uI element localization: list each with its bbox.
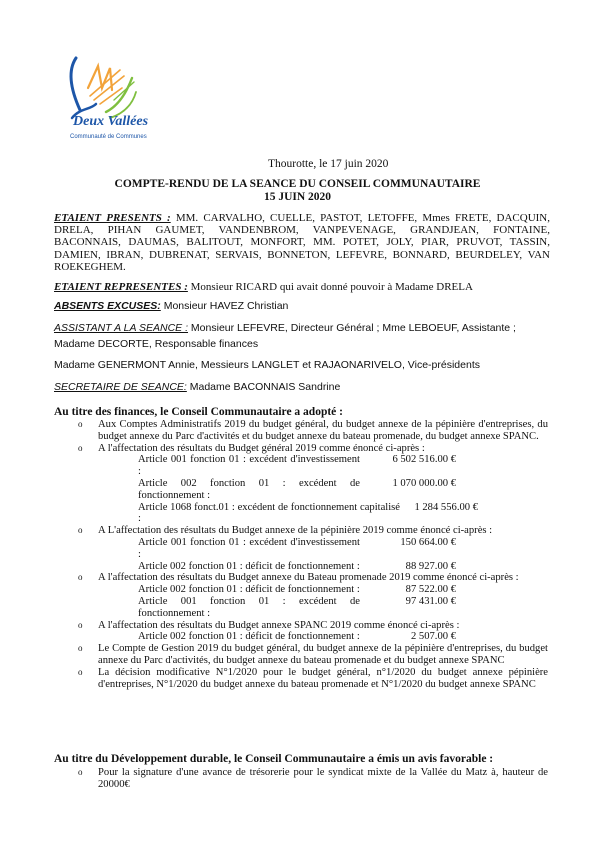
- represented-label: ETAIENT REPRESENTES :: [54, 281, 188, 293]
- article-line: [98, 454, 548, 478]
- article-label: Article 001 fonction 01 : excédent d'investissement :: [138, 454, 360, 478]
- list-item-text: A L'affectation des résultats du Budget annexe de la pépinière 2019 comme énoncé ci-après :: [98, 525, 493, 537]
- article-line: [98, 502, 548, 526]
- bullet-icon: o: [78, 643, 83, 654]
- assisting-text: Monsieur LEFEVRE, Directeur Général ; Mme LEBOEUF, Assistante ;: [188, 322, 516, 334]
- represented-section: [54, 281, 550, 293]
- list-item-text: A l'affectation des résultats du Budget annexe SPANC 2019 comme énoncé ci-après :: [98, 619, 460, 631]
- finances-list: [78, 419, 548, 690]
- list-item: [78, 572, 548, 619]
- article-amount: 87 522.00 €: [405, 584, 456, 596]
- bullet-icon: o: [78, 666, 83, 677]
- article-line: [98, 478, 548, 502]
- list-item-text: Le Compte de Gestion 2019 du budget général, du budget annexe de la pépinière d'entreprises, du budget annexe du Parc d'activités, du budget annexe du bateau promenade et du budget annexe SPANC: [98, 643, 548, 666]
- finances-heading: Au titre des finances, le Conseil Communautaire a adopté :: [54, 406, 343, 418]
- list-item: [78, 525, 548, 572]
- logo-subtitle: Communauté de Communes: [70, 134, 147, 140]
- article-label: Article 002 fonction 01 : déficit de fonctionnement :: [138, 560, 360, 572]
- article-label: Article 002 fonction 01 : déficit de fonctionnement :: [138, 631, 360, 643]
- bullet-icon: o: [78, 525, 83, 536]
- secretary-section: [54, 381, 550, 393]
- article-label: Article 002 fonction 01 : déficit de fonctionnement :: [138, 584, 360, 596]
- article-amount: 6 502 516.00 €: [392, 454, 456, 466]
- bullet-icon: o: [78, 572, 83, 583]
- list-item-text: A l'affectation des résultats du Budget annexe du Bateau promenade 2019 comme énoncé ci-après :: [98, 572, 519, 584]
- list-item-text: A l'affectation des résultats du Budget général 2019 comme énoncé ci-après :: [98, 442, 425, 454]
- logo-graphic: [50, 48, 150, 148]
- article-amount: 97 431.00 €: [405, 595, 456, 607]
- bullet-icon: o: [78, 442, 83, 453]
- presents-section: [54, 212, 550, 273]
- document-title: COMPTE-RENDU DE LA SEANCE DU CONSEIL COMMUNAUTAIRE: [114, 178, 481, 190]
- article-line: [98, 596, 548, 620]
- article-amount: 150 664.00 €: [400, 536, 456, 548]
- development-heading: Au titre du Développement durable, le Conseil Communautaire a émis un avis favorable :: [54, 753, 494, 765]
- list-item: [78, 667, 548, 691]
- presents-text: MM. CARVALHO, CUELLE, PASTOT, LETOFFE, Mmes FRETE, DACQUIN, DRELA, PIHAN GAUMET, VANDENBROM, VANPEVENAGE, GRANDJEAN, FONTAINE, BACONNAIS, DAUMAS, BALITOUT, MONFORT, MM. POTET, JOLY, PIAR, PRUVOT, TASSIN, DAMIEN, IBRAN, DUBRENAT, SERVAIS, BONNETON, LEFEVRE, BONNARD, BEURDELEY, VAN ROEKEGHEM.: [54, 212, 550, 273]
- development-list: [78, 767, 548, 791]
- article-label: Article 001 fonction 01 : excédent d'investissement :: [138, 536, 360, 560]
- excused-text: Monsieur HAVEZ Christian: [160, 300, 289, 312]
- assisting-section: [54, 320, 550, 352]
- secretary-text: Madame BACONNAIS Sandrine: [186, 381, 341, 393]
- article-line: [98, 537, 548, 561]
- article-amount: 1 284 556.00 €: [414, 501, 478, 513]
- list-item: [78, 620, 548, 644]
- secretary-label: SECRETAIRE DE SEANCE:: [54, 381, 187, 393]
- vice-presidents: Madame GENERMONT Annie, Messieurs LANGLET et RAJAONARIVELO, Vice-présidents: [54, 359, 480, 371]
- article-line: [98, 584, 548, 596]
- list-item-text: La décision modificative N°1/2020 pour le budget général, n°1/2020 du budget annexe pépinière d'entreprises, N°1/2020 du budget annexe du bateau promenade et N°1/2020 du budget annexe SPANC: [98, 666, 548, 690]
- logo-name: Deux Vallées: [73, 114, 149, 129]
- bullet-icon: o: [78, 619, 83, 630]
- list-item: [78, 767, 548, 791]
- article-label: Article 1068 fonct.01 : excédent de fonctionnement capitalisé :: [138, 501, 400, 525]
- list-item: [78, 443, 548, 526]
- bullet-icon: o: [78, 419, 83, 429]
- assisting-label: ASSISTANT A LA SEANCE :: [54, 322, 189, 334]
- list-item: [78, 643, 548, 667]
- list-item: [78, 419, 548, 443]
- document-date: Thourotte, le 17 juin 2020: [268, 158, 389, 170]
- article-label: Article 001 fonction 01 : excédent de fonctionnement :: [138, 595, 360, 619]
- session-date: 15 JUIN 2020: [263, 191, 332, 203]
- bullet-icon: o: [78, 767, 83, 777]
- list-item-text: Pour la signature d'une avance de trésorerie pour le syndicat mixte de la Vallée du Matz à, hauteur de 20000€: [98, 767, 548, 790]
- article-line: [98, 561, 548, 573]
- article-amount: 1 070 000.00 €: [392, 477, 456, 489]
- represented-text: Monsieur RICARD qui avait donné pouvoir à Madame DRELA: [187, 281, 473, 293]
- article-label: Article 002 fonction 01 : excédent de fonctionnement :: [138, 477, 360, 501]
- list-item-text: Aux Comptes Administratifs 2019 du budget général, du budget annexe de la pépinière d'entreprises, du budget annexe du Parc d'activités et du budget annexe du bateau promenade, du budget annexe SPANC.: [98, 419, 548, 442]
- assisting-text-line2: Madame DECORTE, Responsable finances: [54, 338, 259, 350]
- excused-section: [54, 300, 550, 312]
- excused-label: ABSENTS EXCUSES:: [54, 300, 161, 312]
- presents-label: ETAIENT PRESENTS :: [54, 212, 171, 224]
- article-amount: 2 507.00 €: [410, 631, 456, 643]
- article-line: [98, 631, 548, 643]
- article-amount: 88 927.00 €: [405, 560, 456, 572]
